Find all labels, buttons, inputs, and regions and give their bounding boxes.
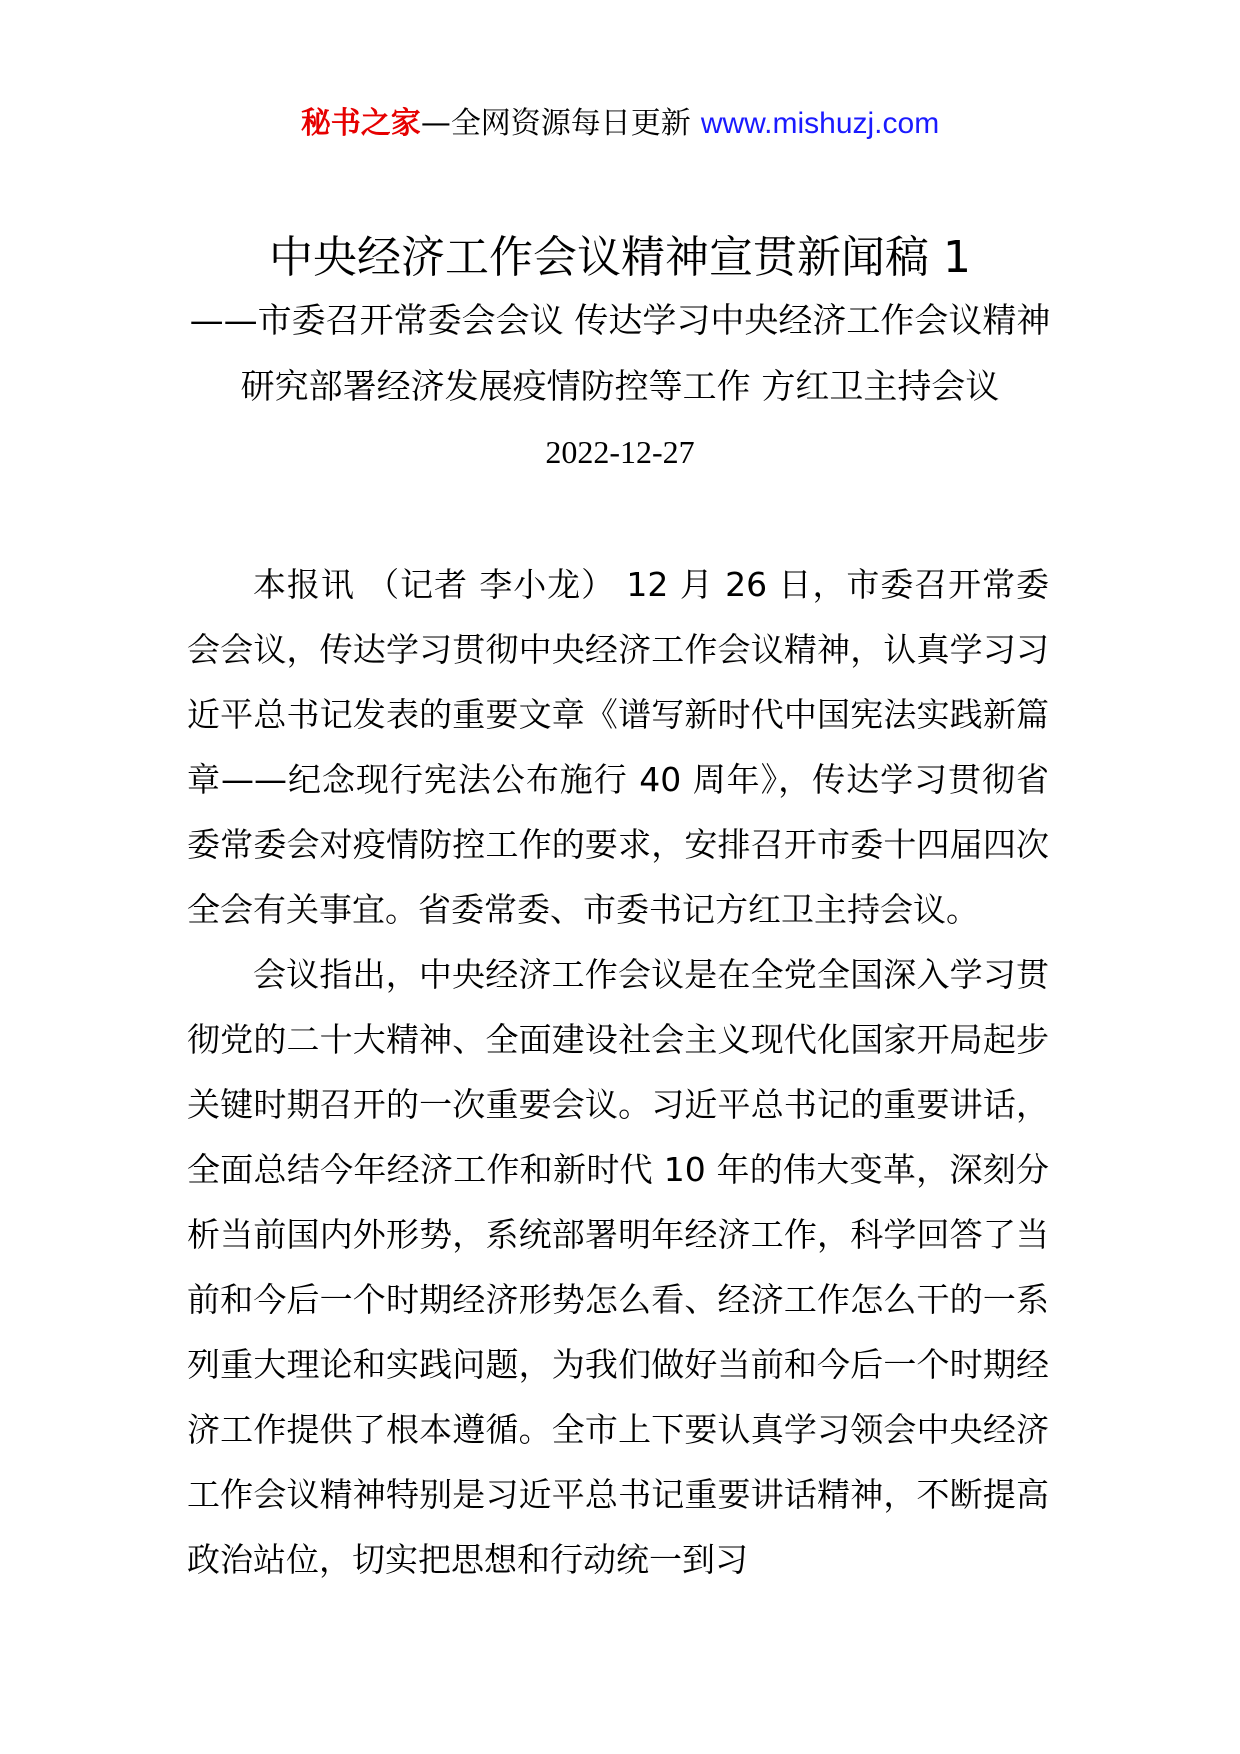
site-banner [0,104,1240,144]
article-subtitle-line2: 研究部署经济发展疫情防控等工作 方红卫主持会议 [240,367,1000,407]
article-date: 2022-12-27 [545,434,695,470]
site-url-link[interactable]: www.mishuzj.com [700,107,940,140]
article-subtitle-line1: ——市委召开常委会会议 传达学习中央经济工作会议精神 [189,301,1051,341]
article-title: 中央经济工作会议精神宣贯新闻稿 1 [269,232,971,283]
brand-name: 秘书之家 [300,106,421,141]
paragraph-1: 本报讯 （记者 李小龙） 12 月 26 日，市委召开常委会会议，传达学习贯彻中央经济工作会议精神，认真学习习近平总书记发表的重要文章《谱写新时代中国宪法实践新篇章——纪念现行宪法公布施行 40 周年》，传达学习贯彻省委常委会对疫情防控工作的要求，安排召开市委十四届四次全会有关事宜。省委常委、市委书记方红卫主持会议。 [187,565,1049,929]
banner-slogan: —全网资源每日更新 [420,106,691,141]
paragraph-2: 会议指出，中央经济工作会议是在全党全国深入学习贯彻党的二十大精神、全面建设社会主义现代化国家开局起步关键时期召开的一次重要会议。习近平总书记的重要讲话，全面总结今年经济工作和新时代 10 年的伟大变革，深刻分析当前国内外形势，系统部署明年经济工作，科学回答了当前和今后一个时期经济形势怎么看、经济工作怎么干的一系列重大理论和实践问题，为我们做好当前和今后一个时期经济工作提供了根本遵循。全市上下要认真学习领会中央经济工作会议精神特别是习近平总书记重要讲话精神，不断提高政治站位，切实把思想和行动统一到习 [187,955,1049,1579]
article-body [187,552,1049,1592]
